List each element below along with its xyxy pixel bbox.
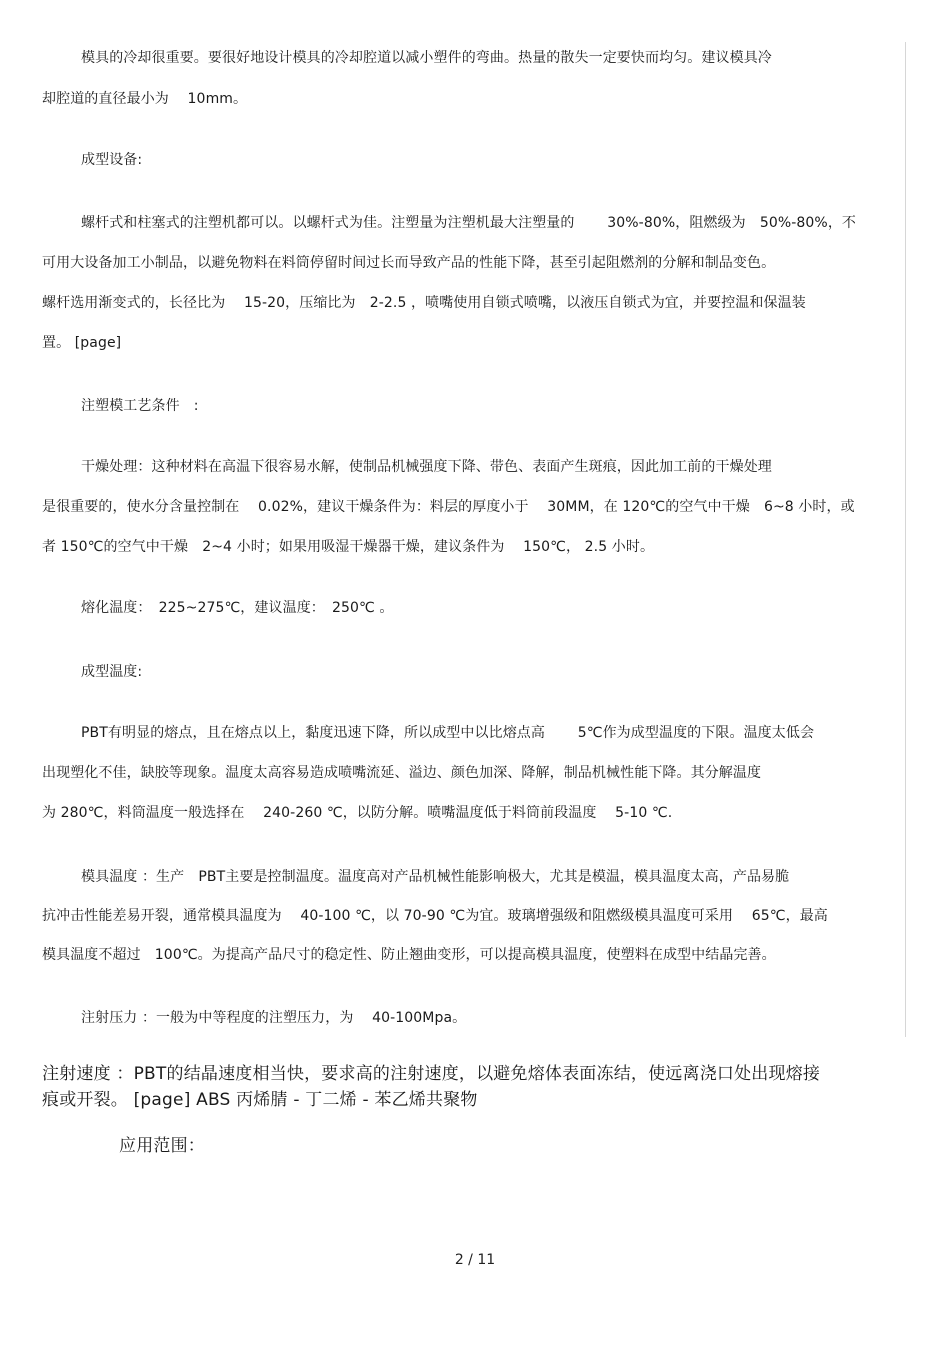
text-line: 干燥处理：这种材料在高温下很容易水解，使制品机械强度下降、带色、表面产生斑痕，因此加工前的干燥处理 bbox=[81, 459, 772, 475]
text-line-large: 注射速度 ：PBT的结晶速度相当快，要求高的注射速度，以避免熔体表面冻结，使远离浇口处出现熔接 bbox=[42, 1064, 821, 1084]
text-line-large: 痕或开裂。 [page] ABS 丙烯腈 - 丁二烯 - 苯乙烯共聚物 bbox=[42, 1090, 478, 1110]
right-margin-rule bbox=[905, 42, 906, 1037]
text-line: 模具温度 ：生产 PBT主要是控制温度。温度高对产品机械性能影响极大，尤其是模温，模具温度太高，产品易脆 bbox=[81, 869, 790, 885]
text-line: 模具的冷却很重要。要很好地设计模具的冷却腔道以减小塑件的弯曲。热量的散失一定要快而均匀。建议模具冷 bbox=[81, 50, 772, 66]
text-line: 是很重要的，使水分含量控制在 0.02%，建议干燥条件为：料层的厚度小于 30MM，在 120℃的空气中干燥 6~8 小时，或 bbox=[42, 499, 855, 515]
text-line: 为 280℃，料筒温度一般选择在 240-260 ℃，以防分解。喷嘴温度低于料筒前段温度 5-10 ℃. bbox=[42, 805, 673, 821]
text-line: 螺杆式和柱塞式的注塑机都可以。以螺杆式为佳。注塑量为注塑机最大注塑量的 30%-80%，阻燃级为 50%-80%，不 bbox=[81, 215, 857, 231]
text-line: 螺杆选用渐变式的，长径比为 15-20，压缩比为 2-2.5 ，喷嘴使用自锁式喷嘴，以液压自锁式为宜，并要控温和保温装 bbox=[42, 295, 806, 311]
text-line: 模具温度不超过 100℃。为提高产品尺寸的稳定性、防止翘曲变形，可以提高模具温度，使塑料在成型中结晶完善。 bbox=[42, 947, 776, 963]
text-line: PBT有明显的熔点，且在熔点以上，黏度迅速下降，所以成型中以比熔点高 5℃作为成型温度的下限。温度太低会 bbox=[81, 725, 815, 741]
page-number: 2 / 11 bbox=[454, 1252, 496, 1268]
section-heading: 成型设备: bbox=[81, 152, 143, 168]
text-line: 置。 [page] bbox=[42, 335, 122, 351]
text-line: 出现塑化不佳，缺胶等现象。温度太高容易造成喷嘴流延、溢边、颜色加深、降解，制品机械性能下降。其分解温度 bbox=[42, 765, 762, 781]
text-line: 注射压力 ：一般为中等程度的注塑压力，为 40-100Mpa。 bbox=[81, 1010, 467, 1026]
section-heading: 注塑模工艺条件 : bbox=[81, 398, 199, 414]
text-line: 却腔道的直径最小为 10mm。 bbox=[42, 91, 248, 107]
section-heading-large: 应用范围： bbox=[119, 1136, 205, 1156]
text-line: 可用大设备加工小制品，以避免物料在料筒停留时间过长而导致产品的性能下降，甚至引起阻燃剂的分解和制品变色。 bbox=[42, 255, 776, 271]
text-line: 抗冲击性能差易开裂，通常模具温度为 40-100 ℃，以 70-90 ℃为宜。玻璃增强级和阻燃级模具温度可采用 65℃，最高 bbox=[42, 908, 828, 924]
text-line: 熔化温度： 225~275℃，建议温度： 250℃ 。 bbox=[81, 600, 394, 616]
section-heading: 成型温度: bbox=[81, 664, 143, 680]
text-line: 者 150℃的空气中干燥 2~4 小时；如果用吸湿干燥器干燥，建议条件为 150℃， 2.5 小时。 bbox=[42, 539, 655, 555]
